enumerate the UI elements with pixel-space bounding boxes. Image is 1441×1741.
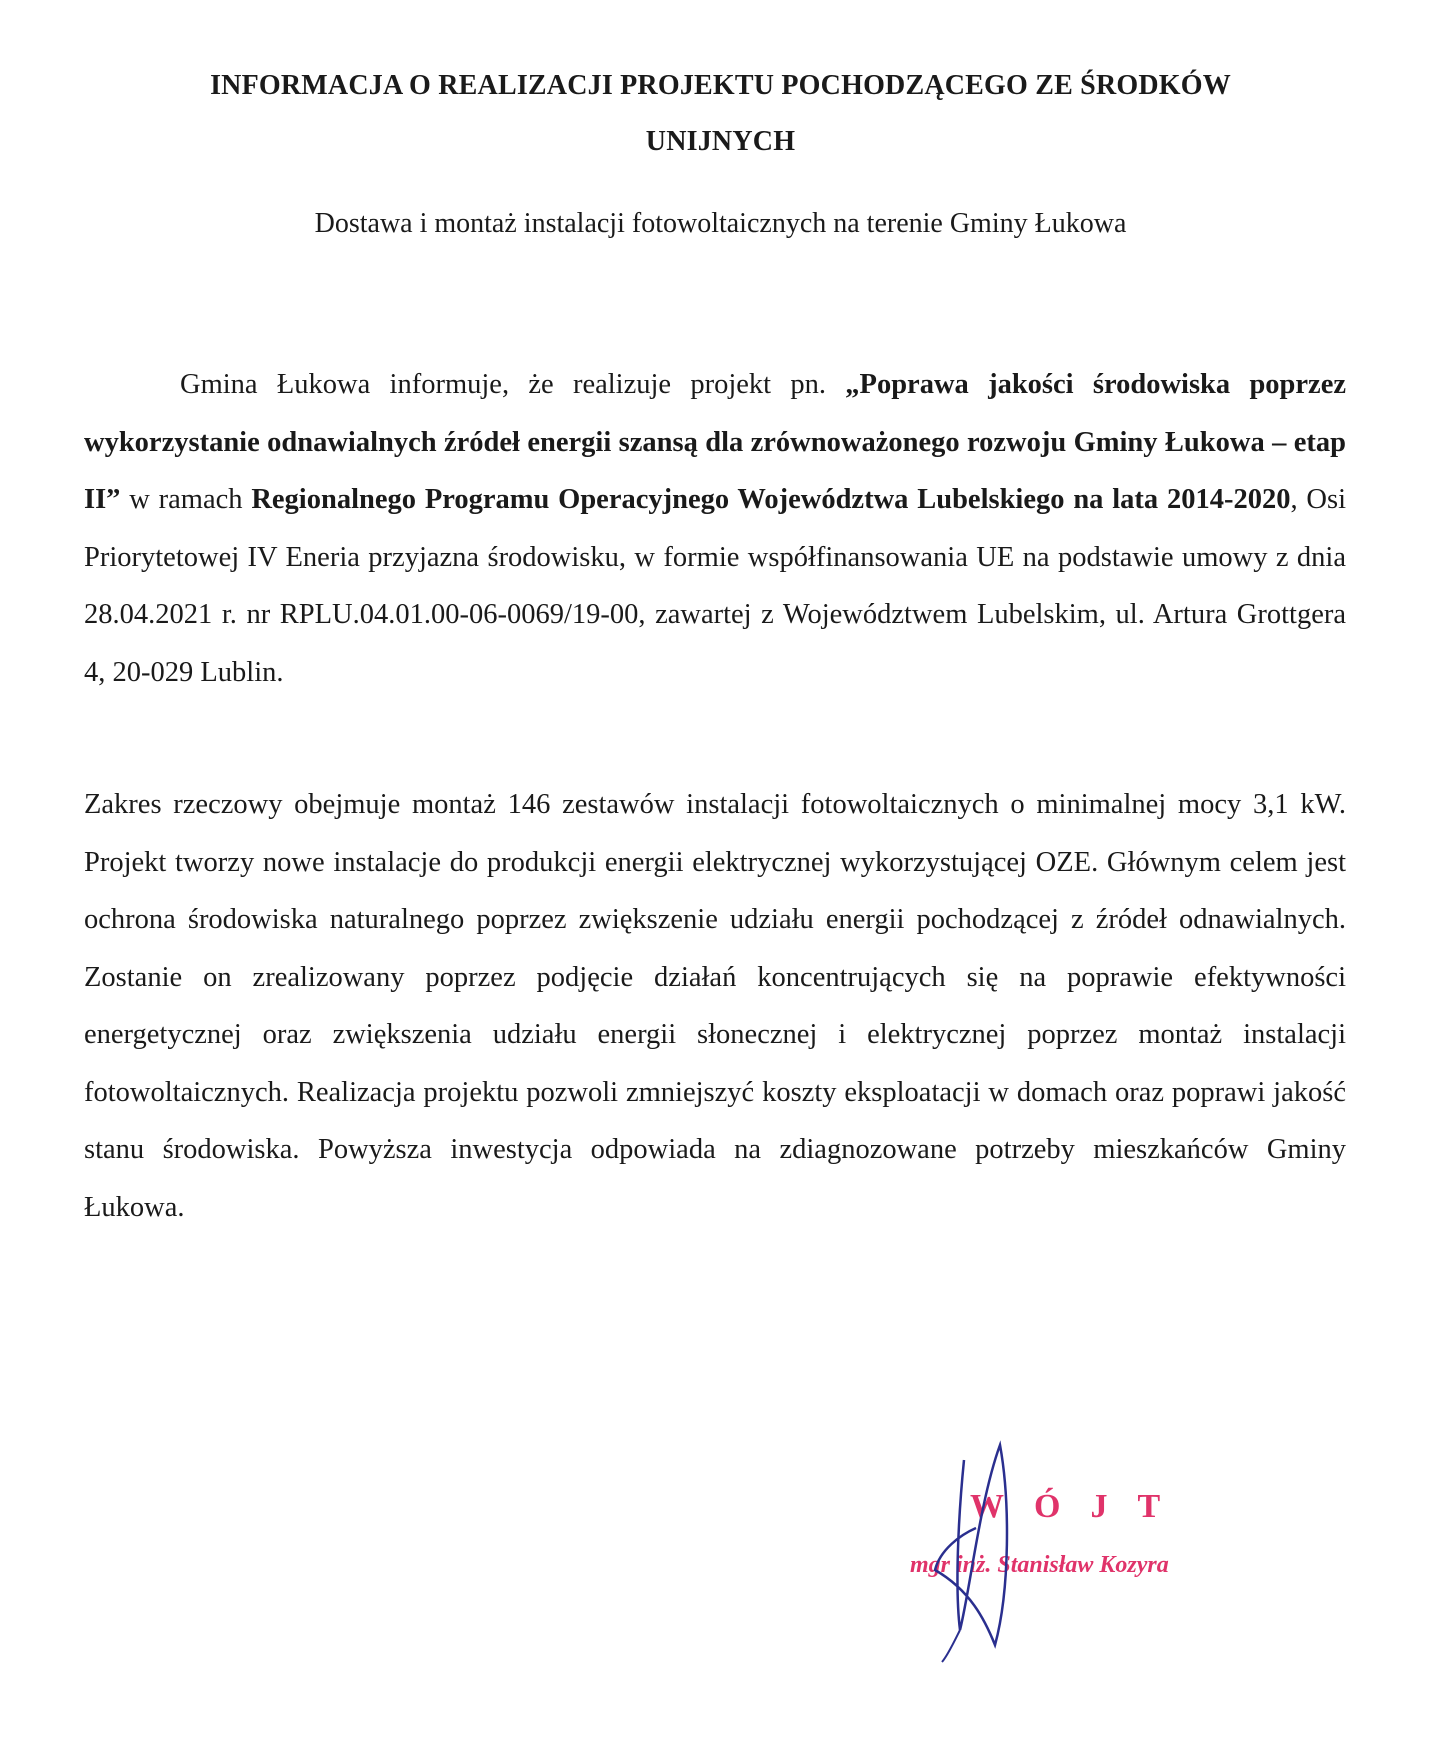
p1-text-1: Gmina Łukowa informuje, że realizuje projekt pn. <box>180 369 846 400</box>
paragraph-scope: Zakres rzeczowy obejmuje montaż 146 zestawów instalacji fotowoltaicznych o minimalnej mocy 3,1 kW. Projekt tworzy nowe instalacje do produkcji energii elektrycznej wykorzystującej OZE. Głównym celem jest ochrona środowiska naturalnego poprzez zwiększenie udziału energii pochodzącej z źródeł odnawialnych. Zostanie on zrealizowany poprzez podjęcie działań koncentrujących się na poprawie efektywności energetycznej oraz zwiększenia udziału energii słonecznej i elektrycznej poprzez montaż instalacji fotowoltaicznych. Realizacja projektu pozwoli zmniejszyć koszty eksploatacji w domach oraz poprawi jakość stanu środowiska. Powyższa inwestycja odpowiada na zdiagnozowane potrzeby mieszkańców Gminy Łukowa. <box>84 789 1346 1223</box>
program-name: Regionalnego Programu Operacyjnego Województwa Lubelskiego na lata 2014-2020 <box>251 484 1291 515</box>
paragraph-project-info <box>84 356 1346 701</box>
document-title-line1: INFORMACJA O REALIZACJI PROJEKTU POCHODZĄCEGO ZE ŚRODKÓW <box>210 70 1231 101</box>
p1-text-2: w ramach <box>120 484 252 515</box>
signature-icon <box>900 1440 1280 1680</box>
document-title-line2: UNIJNYCH <box>645 126 796 157</box>
document-subtitle: Dostawa i montaż instalacji fotowoltaicznych na terenie Gminy Łukowa <box>314 208 1127 239</box>
official-stamp <box>900 1440 1280 1680</box>
stamp-name: mgr inż. Stanisław Kozyra <box>910 1552 1169 1578</box>
project-name: „Poprawa jakości środowiska poprzez wykorzystanie odnawialnych źródeł energii szansą dla zrównoważonego rozwoju Gminy Łukowa – etap II” <box>84 369 1346 515</box>
p1-text-3: , Osi Priorytetowej IV Eneria przyjazna środowisku, w formie współfinansowania UE na podstawie umowy z dnia 28.04.2021 r. nr RPLU.04.01.00-06-0069/19-00, zawartej z Województwem Lubelskim, ul. Artura Grottgera 4, 20-029 Lublin. <box>84 484 1346 688</box>
stamp-role: WÓJT <box>970 1488 1191 1525</box>
